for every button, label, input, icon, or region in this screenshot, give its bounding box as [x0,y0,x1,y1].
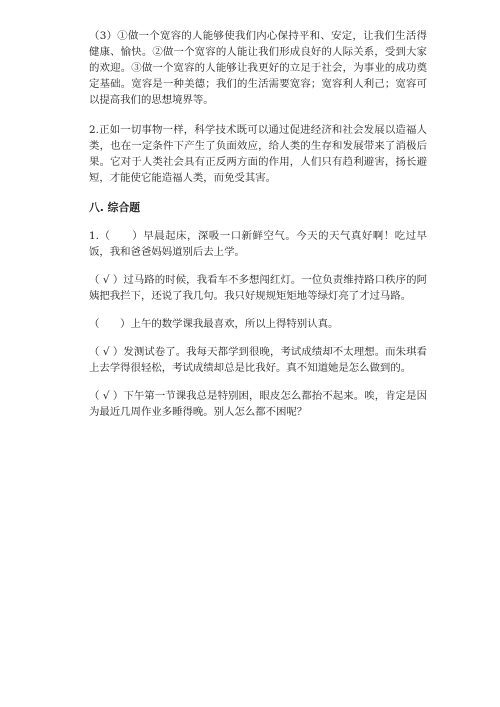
answer-q2-paragraph: 2.正如一切事物一样，科学技术既可以通过促进经济和社会发展以造福人类，也在一定条件下产生了负面效应，给人类的生存和发展带来了消极后果。它对于人类社会具有正反两方面的作用，人们只有趋利避害，扬长避短，才能使它能造福人类，而免受其害。 [89,124,427,184]
answer-q3-paragraph: （3）①做一个宽容的人能够使我们内心保持平和、安定，让我们生活得健康、愉快。②做一个宽容的人能让我们形成良好的人际关系，受到大家的欢迎。③做一个宽容的人能够让我更好的立足于社会，为事业的成功奠定基础。宽容是一种美德；我们的生活需要宽容；宽容利人利己；宽容可以提高我们的思想境界等。 [89,30,427,106]
comprehensive-item-4: （ √ ）发测试卷了。我每天都学到很晚，考试成绩却不太理想。而朱琪看上去学得很轻松，考试成绩却总是比我好。真不知道她是怎么做到的。 [89,346,427,374]
comprehensive-item-2: （ √ ）过马路的时候，我看车不多想闯红灯。一位负责维持路口秩序的阿姨把我拦下，还说了我几句。我只好规规矩矩地等绿灯亮了才过马路。 [89,274,427,302]
comprehensive-item-1: 1.（ ）早晨起床，深吸一口新鲜空气。今天的天气真好啊！吃过早饭，我和爸爸妈妈道别后去上学。 [89,230,427,258]
section-heading-comprehensive: 八. 综合题 [89,201,141,214]
answer-page [89,28,427,420]
comprehensive-item-5: （ √ ）下午第一节课我总是特别困，眼皮怎么都抬不起来。唉，肯定是因为最近几周作业多睡得晚。别人怎么都不困呢？ [89,390,427,418]
comprehensive-item-3: （ ）上午的数学课我最喜欢，所以上得特别认真。 [89,318,339,330]
